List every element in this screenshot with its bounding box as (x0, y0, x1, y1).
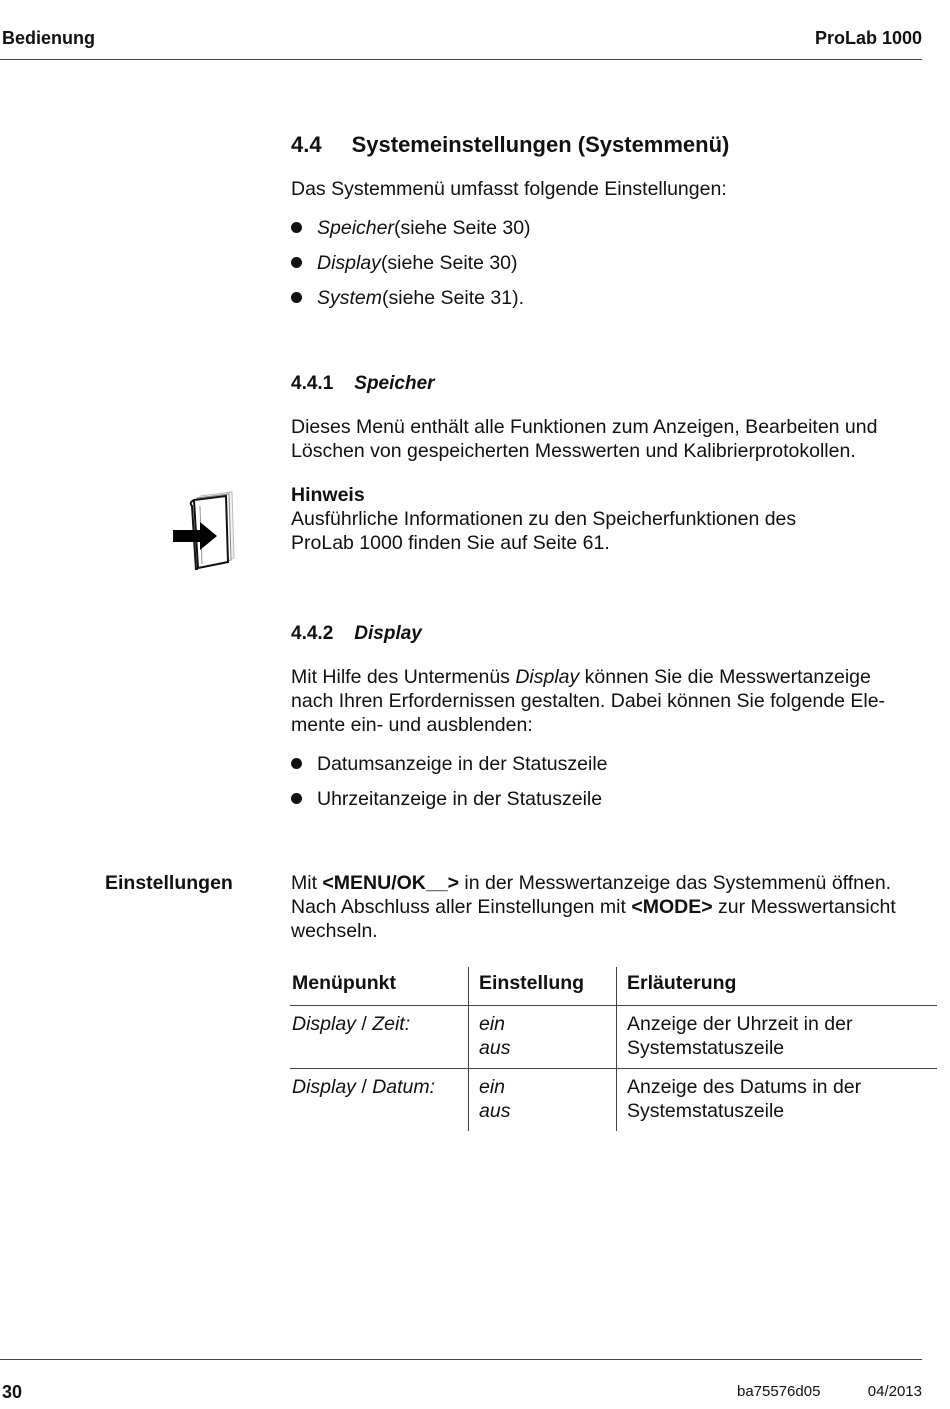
table-row (290, 1069, 937, 1132)
settings-paragraph (291, 871, 931, 943)
subsection-heading-speicher (291, 373, 435, 395)
page-number: 30 (2, 1382, 23, 1402)
table-header-cell: Erläuterung (617, 967, 938, 1006)
list-item-term: Speicher (317, 216, 394, 239)
table-cell-setting (469, 1069, 617, 1132)
paragraph-line: nach Ihren Erfordernissen gestalten. Dabei können Sie folgende Ele- (291, 690, 886, 712)
note-line: Ausführliche Informationen zu den Speicherfunktionen des (291, 508, 797, 530)
section-intro: Das Systemmenü umfasst folgende Einstellungen: (291, 178, 727, 200)
menu-path-part: Datum: (372, 1076, 436, 1098)
subsection-heading-display (291, 623, 422, 645)
bullet-dot (291, 758, 302, 769)
setting-option: ein (479, 1076, 506, 1098)
settings-table (290, 967, 937, 1131)
description-line: Systemstatuszeile (627, 1100, 785, 1122)
paragraph-line: Löschen von gespeicherten Messwerten und Kalibrierprotokollen. (291, 440, 856, 462)
list-item (291, 781, 608, 816)
text-run: zur Messwertansicht (712, 896, 896, 918)
setting-option: aus (479, 1037, 511, 1059)
document-id: ba75576d05 (737, 1383, 821, 1400)
table-header-cell: Einstellung (469, 967, 617, 1006)
footer-rule (0, 1359, 922, 1360)
table-cell-menu-item (290, 1069, 469, 1132)
paragraph-line: mente ein- und ausblenden: (291, 714, 533, 736)
description-line: Systemstatuszeile (627, 1037, 785, 1059)
note-line: ProLab 1000 finden Sie auf Seite 61. (291, 532, 610, 554)
header-rule (0, 59, 922, 60)
list-item-ref: (siehe Seite 31). (382, 286, 525, 309)
paragraph-line: wechseln. (291, 920, 378, 942)
display-paragraph (291, 665, 931, 737)
list-item-term: System (317, 286, 383, 309)
section-number: 4.4 (291, 132, 322, 157)
table-header-cell: Menüpunkt (290, 967, 469, 1006)
section-title: Systemeinstellungen (Systemmenü) (351, 132, 730, 157)
bullet-dot (291, 292, 302, 303)
list-item (291, 210, 531, 245)
list-item-term: Display (317, 251, 381, 274)
subsection-number: 4.4.2 (291, 623, 334, 644)
description-line: Anzeige der Uhrzeit in der (627, 1013, 853, 1035)
list-item (291, 280, 531, 315)
key-name-mode: <MODE> (631, 896, 713, 918)
menu-path-part: Display (292, 1013, 356, 1035)
paragraph-line (291, 895, 931, 919)
text-run: Mit Hilfe des Untermenüs (291, 666, 516, 688)
menu-path-separator: / (355, 1076, 373, 1098)
paragraph-line (291, 871, 931, 895)
section-heading (291, 132, 729, 158)
description-line: Anzeige des Datums in der (627, 1076, 862, 1098)
subsection-title: Speicher (354, 373, 435, 394)
running-header-left: Bedienung (2, 28, 95, 48)
table-row (290, 1006, 937, 1069)
settings-table-wrapper (290, 967, 937, 1131)
table-cell-description (617, 1006, 938, 1069)
text-run: in der Messwertanzeige das Systemmenü öffnen. (458, 872, 892, 894)
menu-path-separator: / (355, 1013, 373, 1035)
note-block (291, 483, 796, 555)
list-item-ref: (siehe Seite 30) (380, 251, 518, 274)
table-cell-menu-item (290, 1006, 469, 1069)
list-item-ref: (siehe Seite 30) (393, 216, 531, 239)
text-run: Nach Abschluss aller Einstellungen mit (291, 896, 632, 918)
menu-path-part: Zeit: (372, 1013, 411, 1035)
menu-path-part: Display (292, 1076, 356, 1098)
display-bullet-list (291, 746, 608, 816)
bullet-dot (291, 793, 302, 804)
bullet-dot (291, 222, 302, 233)
text-run: Mit (291, 872, 323, 894)
setting-option: aus (479, 1100, 511, 1122)
note-title: Hinweis (291, 484, 365, 506)
subsection-number: 4.4.1 (291, 373, 334, 394)
table-cell-setting (469, 1006, 617, 1069)
paragraph-line (291, 665, 931, 689)
book-arrow-icon (170, 490, 240, 570)
document-date: 04/2013 (867, 1383, 922, 1400)
speicher-paragraph (291, 415, 877, 463)
running-header-right: ProLab 1000 (814, 28, 922, 48)
section-bullet-list (291, 210, 531, 315)
list-item-text: Datumsanzeige in der Statuszeile (317, 752, 608, 775)
key-name-menu-ok: <MENU/OK__> (322, 872, 459, 894)
table-cell-description (617, 1069, 938, 1132)
list-item-text: Uhrzeitanzeige in der Statuszeile (317, 787, 603, 810)
text-run: können Sie die Messwertanzeige (579, 666, 871, 688)
bullet-dot (291, 257, 302, 268)
list-item (291, 245, 531, 280)
paragraph-line: Dieses Menü enthält alle Funktionen zum Anzeigen, Bearbeiten und (291, 416, 878, 438)
table-header-row (290, 967, 937, 1006)
side-label-einstellungen: Einstellungen (105, 872, 233, 894)
subsection-title: Display (354, 623, 422, 644)
list-item (291, 746, 608, 781)
text-run-term: Display (515, 666, 580, 688)
setting-option: ein (479, 1013, 506, 1035)
